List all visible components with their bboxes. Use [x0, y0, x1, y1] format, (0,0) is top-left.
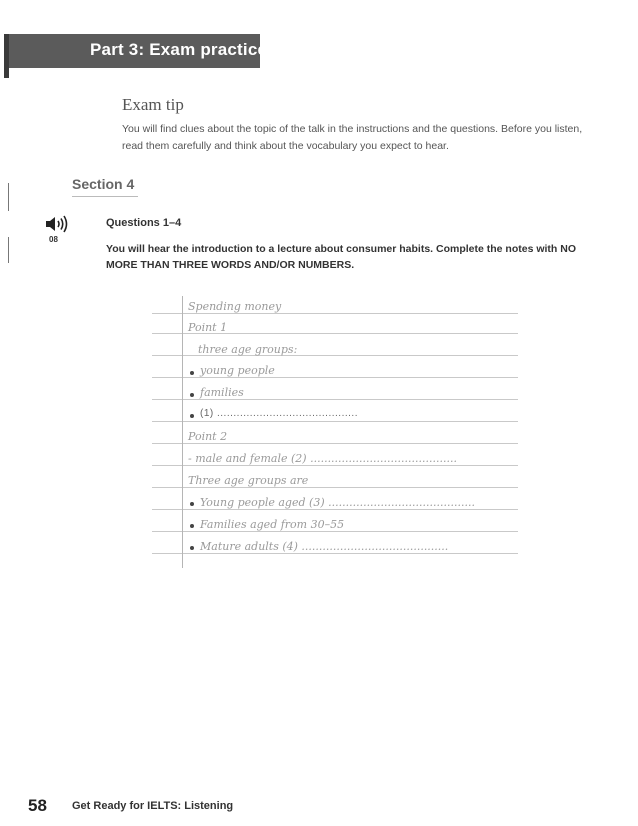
- exam-tip-text: You will find clues about the topic of the talk in the instructions and the questions. Before you listen, read them carefully and think about the vocabulary you expect to hear.: [122, 123, 583, 152]
- notes-line: three age groups:: [198, 343, 298, 356]
- answer-gap-1[interactable]: (1) ...........................................: [200, 408, 358, 419]
- bullet-icon: [190, 502, 194, 506]
- notes-line: Point 2: [188, 430, 228, 443]
- bullet-icon: [190, 414, 194, 418]
- bullet-icon: [190, 371, 194, 375]
- notes-line: Point 1: [188, 321, 228, 334]
- questions-label: Questions 1–4: [106, 217, 182, 229]
- track-number: 08: [49, 235, 58, 244]
- margin-mark: [8, 237, 9, 263]
- header-title: Part 3: Exam practice: [90, 40, 268, 59]
- margin-mark: [8, 183, 9, 211]
- bullet-icon: [190, 393, 194, 397]
- notes-rule: [152, 443, 518, 444]
- section-title: Section 4: [72, 176, 135, 192]
- notes-line: families: [200, 386, 244, 399]
- notes-rule: [152, 399, 518, 400]
- notes-rule: [152, 509, 518, 510]
- answer-gap-4[interactable]: Mature adults (4) ..........................................: [200, 540, 449, 553]
- book-title: Get Ready for IELTS: Listening: [72, 800, 234, 812]
- bullet-icon: [190, 546, 194, 550]
- notes-heading: Spending money: [188, 300, 282, 313]
- notes-margin-line: [182, 296, 183, 568]
- questions-instructions: You will hear the introduction to a lecture about consumer habits. Complete the notes with NO MORE THAN THREE WORDS AND/OR NUMBERS.: [106, 243, 577, 271]
- notes-rule: [152, 465, 518, 466]
- bullet-icon: [190, 524, 194, 528]
- notes-rule: [152, 553, 518, 554]
- notes-line: Three age groups are: [188, 474, 309, 487]
- notes-rule: [152, 377, 518, 378]
- speaker-icon[interactable]: [44, 214, 70, 234]
- notes-line: young people: [200, 364, 275, 377]
- section-underline: [72, 196, 138, 197]
- exam-tip-title: Exam tip: [122, 95, 184, 114]
- page-number: 58: [28, 796, 47, 815]
- answer-gap-2[interactable]: - male and female (2) ..........................................: [188, 452, 457, 465]
- notes-rule: [152, 487, 518, 488]
- notes-rule: [152, 421, 518, 422]
- notes-line: Families aged from 30–55: [200, 518, 345, 531]
- notes-rule: [152, 313, 518, 314]
- notes-rule: [152, 531, 518, 532]
- answer-gap-3[interactable]: Young people aged (3) ..........................................: [200, 496, 475, 509]
- header-edge: [4, 34, 9, 78]
